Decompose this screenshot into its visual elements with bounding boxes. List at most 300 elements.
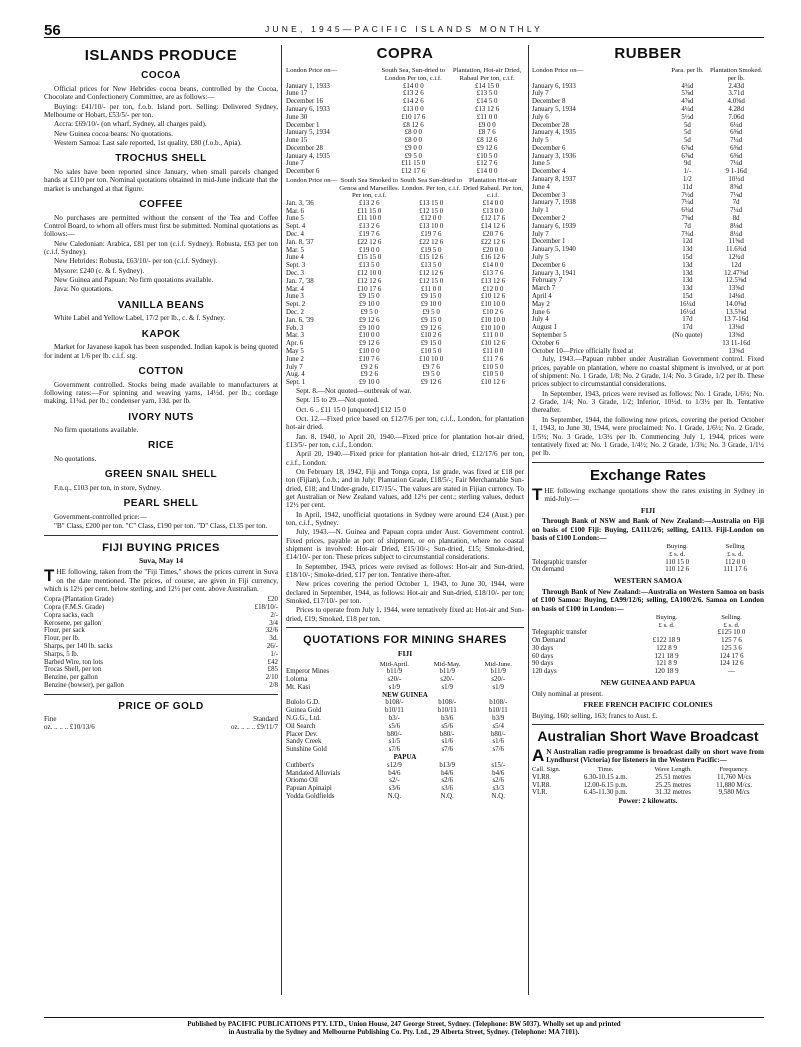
rubber-row — [532, 223, 764, 231]
copra-row — [286, 379, 524, 387]
islands-produce-title: ISLANDS PRODUCE — [84, 47, 238, 64]
broadcast-col: Time. — [597, 766, 614, 774]
rubber-row — [532, 238, 764, 246]
row-label: Sunshine Gold — [286, 746, 327, 754]
vanilla-text: White Label and Yellow Label, 17/2 per lb., c. & f. Sydney. — [54, 314, 226, 323]
rubber-table — [532, 67, 764, 355]
col-selling: Selling. — [721, 613, 742, 621]
row-label: On demand — [532, 566, 564, 574]
footer-line: in Australia by the Sydney and Melbourne Publishing Co. Pty. Ltd., 29 Alberta Street, Sydney. (Telephone: MA 7101). — [228, 1028, 580, 1037]
coffee-text: New Caledonian: Arabica, £81 per ton (c.i.f. Sydney). Robusta, £63 per ton (c.i.f. Sydney). — [44, 239, 278, 256]
row-value: s1/9 — [388, 683, 401, 691]
row-label: Telegraphic transfer — [532, 629, 588, 637]
mining-row — [286, 676, 524, 684]
mining-col: Mid-April. — [379, 660, 409, 668]
row-value: £14 12 6 — [480, 223, 506, 231]
col-unit: £ s. d. — [723, 621, 740, 629]
copra-row — [286, 145, 524, 153]
gold-heading: PRICE OF GOLD — [118, 700, 204, 712]
row-value: s7/6 — [441, 746, 453, 754]
fiji-price-row — [44, 620, 278, 628]
row-value: £14 0 0 — [482, 199, 504, 207]
row-value: £10 12 6 — [480, 379, 506, 387]
rubber-note: July, 1943.—Papuan rubber under Australian Government control. Fixed prices, payable on plantation, where no coastal shipment is involved, or at port of shipment: No. 1 Grade, 1/8; No. 2 Grade, 1/4; No. 3 Grade, 1/2 per lb. These prices subject to circumstantial considerations. — [532, 355, 764, 389]
fiji-item-price: 1/- — [270, 650, 278, 658]
copra-note: Oct. 12.—Fixed price based on £12/7/6 per ton, c.i.f., London, for plantation hot-air dried. — [286, 414, 524, 432]
rubber-row — [532, 122, 764, 130]
row-value: — — [728, 668, 735, 676]
copra-row — [286, 223, 524, 231]
row-value: 11,760 M/cs — [717, 773, 752, 781]
copra-row — [286, 278, 524, 286]
col-unit: £ s. d. — [669, 551, 686, 558]
row-value: 13 11-16d — [722, 339, 751, 347]
running-header — [44, 22, 764, 38]
fiji-intro-text: HE following, taken from the "Fiji Times," shows the prices current in Suva on the date mentioned. The prices, of course, are given in Fiji currency, which is 12½ per cent. below sterling, and 12½ per cent. above Australian. — [44, 568, 278, 593]
row-label: 120 days — [532, 668, 557, 676]
row-value: £12 17 6 — [401, 168, 426, 176]
row-value: 12.00-6.15 p.m. — [583, 781, 628, 789]
row-value: 14⅛d — [728, 293, 744, 301]
row-label: June 4 — [532, 183, 550, 191]
fiji-item-price: 2/10 — [265, 674, 278, 682]
copra-row — [286, 208, 524, 216]
row-value: s3/3 — [492, 785, 504, 793]
fiji-item-price: £18/10/- — [254, 604, 278, 612]
row-value: 11⅝d — [728, 238, 744, 246]
copra-row — [286, 137, 524, 145]
row-label: Aug. 4 — [286, 371, 305, 379]
row-value: £16 12 6 — [480, 254, 506, 262]
copra-row — [286, 106, 524, 114]
row-value: £15 15 0 — [357, 254, 382, 262]
row-label: August 1 — [532, 324, 558, 332]
row-label: On Demand — [532, 636, 566, 644]
row-value: 7d — [732, 199, 740, 207]
copra-row — [286, 332, 524, 340]
broadcast-table — [532, 766, 764, 797]
row-value: 14.0⅝d — [725, 300, 747, 308]
row-value: £22 12 6 — [419, 238, 444, 246]
column-islands-produce — [44, 45, 278, 732]
row-label: June 15 — [286, 137, 308, 145]
fiji-item-price: £20 — [267, 596, 278, 604]
row-value: £22 12 6 — [357, 238, 382, 246]
row-label: March 7 — [532, 285, 556, 293]
row-value — [667, 340, 709, 348]
row-label: Sept. 3 — [286, 262, 306, 270]
rubber-row — [532, 301, 764, 309]
fiji-price-row — [44, 643, 278, 651]
exchange-intro-text: HE following exchange quotations show the rates existing in Sydney in mid-July:— — [544, 486, 764, 504]
copra-note: In September, 1943, prices were revised as follows: Hot-air and Sun-dried, £18/10/-; Smoke-dried, £17 per ton. Tentative there-after. — [286, 562, 524, 580]
row-value: N.Q. — [491, 793, 505, 801]
row-value: 6⅝d — [730, 152, 743, 160]
fiji-item-name: Trocas Shell, per ton — [44, 666, 102, 674]
row-value: £11 15 0 — [357, 207, 382, 215]
row-value: £8 0 0 — [404, 129, 422, 137]
row-value: 5⅞d — [681, 90, 694, 98]
mining-row — [286, 762, 524, 770]
row-value: 4.0⅝d — [727, 98, 745, 106]
row-value: 13d — [682, 246, 693, 254]
row-label: VLR8. — [532, 781, 551, 789]
row-value: £9 12 6 — [358, 316, 380, 324]
row-value: £8 7 6 — [478, 129, 496, 137]
row-value: 125 7 6 — [721, 636, 742, 644]
copra-table-1 — [286, 67, 524, 176]
row-value: £14 0 0 — [476, 168, 498, 176]
row-value: £12 7 6 — [476, 160, 498, 168]
row-value: £13 12 6 — [480, 277, 506, 285]
rubber-col: Para. per lb. — [671, 67, 704, 75]
row-value: £9 15 0 — [420, 316, 442, 324]
row-label: May 2 — [532, 300, 550, 308]
fiji-item-name: Flour, per sack — [44, 627, 85, 635]
row-label: Papuan Apinaipi — [286, 785, 332, 793]
row-label: January 8, 1937 — [532, 176, 576, 184]
row-value: 11d — [682, 183, 693, 191]
copra-row — [286, 153, 524, 161]
row-label: Bulolo G.D. — [286, 699, 320, 707]
row-value: 6¾d — [681, 207, 694, 215]
fiji-item-name: Benzine (bowser), per gallon — [44, 681, 124, 689]
fiji-item-name: Barbed Wire, ton lots — [44, 658, 103, 666]
row-value: 124 12 6 — [719, 660, 744, 668]
row-value: 13⅛d — [728, 324, 744, 332]
fiji-item-name: Flour, per lb. — [44, 635, 80, 643]
row-value: £12 17 6 — [480, 215, 506, 223]
fiji-item-name: Sharps, per 140 lb. sacks — [44, 643, 113, 650]
row-label: January 6, 1933 — [532, 82, 576, 90]
row-label: Cuthbert's — [286, 761, 315, 769]
row-value: 1/2 — [683, 176, 692, 184]
page-number: 56 — [44, 22, 61, 39]
row-value: £12 12 6 — [357, 277, 382, 285]
row-label: Telegraphic transfer — [532, 558, 588, 566]
rubber-row — [532, 246, 764, 254]
rubber-row — [532, 277, 764, 285]
row-label: 30 days — [532, 644, 554, 652]
row-label: VLR. — [532, 789, 548, 797]
row-value: 125 3 6 — [721, 644, 742, 652]
row-value: 7⅝d — [681, 215, 694, 223]
copra-note: Prices to operate from July 1, 1944, were tentatively fixed at: Hot-air and Sun-dried, £19; Smoked, £18 per ton. — [286, 606, 524, 623]
fiji-price-row — [44, 596, 278, 604]
row-value: 12d — [730, 261, 742, 269]
row-label: June 6 — [532, 308, 550, 316]
rubber-row — [532, 270, 764, 278]
row-value: s5/4 — [492, 722, 504, 730]
exchange-row — [532, 660, 764, 668]
row-value: s2/6 — [492, 777, 504, 785]
row-value: b13/9 — [439, 761, 456, 769]
row-label: June 5 — [532, 160, 550, 168]
broadcast-intro-text: N Australian radio programme is broadcast daily on short wave from Lyndhurst (Victoria) for listeners in the Western Pacific:— — [546, 747, 764, 764]
row-value: 7¼d — [730, 137, 743, 145]
row-value: £13 0 0 — [402, 105, 424, 113]
row-value: £9 5 0 — [360, 308, 378, 316]
row-value — [667, 348, 709, 356]
row-value: b80/- — [490, 730, 506, 738]
row-label: July 5 — [532, 254, 549, 262]
row-value: £9 5 0 — [422, 371, 440, 379]
row-value: £13 10 0 — [419, 223, 444, 231]
row-value: £19 7 6 — [358, 230, 380, 238]
rubber-col: London Price on— — [532, 67, 584, 75]
gold-standard-price: oz. .. .. .. £9/11/7 — [231, 723, 278, 732]
broadcast-col: Wave Length. — [654, 766, 692, 774]
row-value: b108/- — [438, 699, 457, 707]
drop-cap-t: T — [532, 484, 543, 504]
exchange-row — [532, 668, 764, 676]
exchange-fr-text: Buying, 160; selling, 163; francs to Aust. £. — [532, 711, 658, 720]
trochus-heading: TROCHUS SHELL — [115, 153, 207, 165]
row-value: 11.6¾d — [725, 246, 747, 254]
row-value: 110 15 0 — [665, 558, 690, 566]
row-label: July 1 — [532, 207, 549, 215]
rubber-col: Plantation Smoked. per lb. — [709, 67, 763, 82]
rubber-row — [532, 106, 764, 114]
row-value: 9d — [683, 160, 691, 168]
row-value: £9 0 0 — [478, 121, 496, 129]
rubber-row — [532, 332, 764, 340]
row-value: £19 5 0 — [420, 246, 442, 254]
mining-row — [286, 777, 524, 785]
row-label: December 1 — [286, 121, 320, 129]
row-value: £10 2 6 — [482, 308, 504, 316]
row-value: £10 10 0 — [480, 301, 506, 309]
fiji-price-row — [44, 682, 278, 690]
row-value: 13d — [682, 277, 693, 285]
copra-table-2 — [286, 177, 524, 387]
mining-row — [286, 723, 524, 731]
row-value: b4/6 — [388, 769, 401, 777]
fiji-price-row — [44, 674, 278, 682]
vanilla-heading: VANILLA BEANS — [117, 299, 205, 311]
rubber-row — [532, 199, 764, 207]
row-value: 8⅛d — [730, 222, 743, 230]
row-label: June 2 — [286, 355, 304, 363]
row-label: April 4 — [532, 293, 552, 301]
fiji-item-price: 2/- — [270, 611, 278, 619]
row-value: b3/9 — [492, 715, 505, 723]
row-value: £10 12 6 — [480, 340, 506, 348]
row-value: 31.32 metres — [655, 789, 691, 797]
fiji-price-row — [44, 651, 278, 659]
row-value: s7/6 — [492, 746, 504, 754]
row-value: 13.5⅝d — [725, 308, 747, 316]
copra-row — [286, 301, 524, 309]
row-value: £9 15 0 — [420, 340, 442, 348]
pearl-text: Government-controlled price:— — [54, 512, 147, 521]
row-label: January 3, 1936 — [532, 152, 576, 160]
column-copra — [286, 45, 524, 801]
copra-row — [286, 356, 524, 364]
row-value: 112 0 0 — [724, 558, 746, 566]
row-value: b4/6 — [492, 769, 505, 777]
copra-row — [286, 200, 524, 208]
row-value: £10 7 6 — [358, 355, 380, 363]
row-label: Placer Dev. — [286, 730, 318, 738]
copra-row — [286, 317, 524, 325]
gold-fine-price: oz. .. .. .. £10/13/6 — [44, 723, 95, 732]
row-value: £10 5 0 — [482, 371, 504, 379]
row-value: £10 5 0 — [482, 363, 504, 371]
exchange-row — [532, 629, 764, 637]
row-value: £9 10 0 — [358, 379, 380, 387]
snail-text: F.n.q., £103 per ton, in store, Sydney. — [54, 484, 162, 493]
mining-col: Mid-June. — [484, 660, 512, 668]
row-value: 11,880 M/cs. — [716, 781, 753, 789]
row-value: £8 12 6 — [402, 121, 424, 129]
row-value: s1/9 — [492, 683, 504, 691]
rubber-row — [532, 285, 764, 293]
row-value: 5d — [683, 129, 691, 137]
row-value: £12 0 0 — [482, 285, 504, 293]
copra-row — [286, 83, 524, 91]
exchange-row — [532, 559, 764, 567]
row-value: s20/- — [387, 676, 402, 684]
row-value: 7¼d — [730, 207, 743, 215]
row-value: 5d — [683, 137, 691, 145]
fiji-item-price: 3/4 — [269, 619, 278, 627]
col-selling: Selling — [725, 543, 745, 551]
row-value: b80/- — [387, 730, 402, 738]
copra-row — [286, 270, 524, 278]
copra-row — [286, 371, 524, 379]
mining-papua-label: PAPUA — [393, 754, 417, 762]
coffee-text: Java: No quotations. — [54, 285, 113, 294]
rubber-row — [532, 316, 764, 324]
exchange-ws-table — [532, 614, 764, 676]
row-value: £122 18 9 — [652, 636, 681, 644]
rubber-row — [532, 153, 764, 161]
rubber-row — [532, 324, 764, 332]
row-value: 121 18 9 — [654, 652, 679, 660]
row-value: £13 2 6 — [358, 223, 380, 231]
coffee-text: Mysore: £240 (c. & f. Sydney). — [54, 266, 145, 275]
row-label: Mar. 5 — [286, 246, 304, 254]
rubber-note: In September, 1944, the following new prices, covering the period October 1, 1943, to June 30, 1944, were proclaimed: No. 1 Grade, 1/6½; No. 2 Grade, 1/5½; No. 3 Grade, 1/3½ per lb. Commencing July 1, 1944, prices were tentatively fixed at: No. 1 Grade, 1/4½; No. 2 Grade, 1/3¾; No. 3 Grade, 1/1½ per lb. — [532, 415, 764, 458]
fiji-item-price: 2/8 — [269, 681, 278, 689]
mining-row — [286, 699, 524, 707]
col-buying: Buying. — [655, 613, 678, 621]
row-value: 16½d — [679, 308, 696, 316]
copra-row — [286, 122, 524, 130]
row-label: December 6 — [532, 144, 566, 152]
row-label: December 6 — [532, 261, 566, 269]
copra-t2-col: South Sea Smoked to Genoa and Marseilles. Per ton, c.i.f. — [339, 177, 400, 200]
row-value: 6¼d — [730, 121, 743, 129]
copra-t1-col: Plantation, Hot-air Dried, Rabaul Per ton, c.i.f. — [452, 67, 522, 82]
row-value: 13⅝d — [728, 347, 744, 355]
row-value: £11 0 0 — [482, 332, 504, 340]
row-value: 10½d — [728, 176, 744, 184]
row-value: £11 10 0 — [357, 215, 382, 223]
row-value: £9 12 6 — [358, 340, 380, 348]
fiji-item-name: Copra (Plantation Grade) — [44, 596, 114, 604]
row-value: £14 0 0 — [482, 262, 504, 270]
fiji-item-name: Copra (F.M.S. Grade) — [44, 604, 105, 612]
copra-note: April 20, 1940.—Fixed price for plantation hot-air dried, £12/17/6 per ton, c.i.f., London. — [286, 450, 524, 467]
row-value: £10 2 6 — [420, 332, 442, 340]
row-value: s2/6 — [441, 777, 453, 785]
row-label: Emperor Mines — [286, 668, 330, 676]
row-label: December 8 — [532, 98, 566, 106]
row-value: 17d — [682, 324, 693, 332]
row-value: £11 15 0 — [401, 160, 426, 168]
row-value: £9 7 6 — [422, 363, 440, 371]
row-value: b3/6 — [441, 715, 454, 723]
row-label: Mt. Kasi — [286, 683, 311, 691]
row-label: June 30 — [286, 113, 308, 121]
row-value: 5d — [683, 121, 691, 129]
row-value: 13⅝d — [728, 285, 744, 293]
exchange-fr-label: FREE FRENCH PACIFIC COLONIES — [583, 700, 713, 710]
exchange-fiji-table — [532, 543, 764, 574]
row-label: January 6, 1933 — [286, 105, 330, 113]
row-value: £9 2 6 — [360, 371, 378, 379]
rubber-row — [532, 145, 764, 153]
row-value: £9 12 6 — [476, 144, 498, 152]
row-label: Sept. 2 — [286, 301, 306, 309]
row-label: September 5 — [532, 332, 567, 340]
row-label: June 17 — [286, 90, 308, 98]
row-value: £20 0 0 — [482, 246, 504, 254]
fiji-item-name: Sharps, 5 lb. — [44, 650, 79, 658]
row-value: £22 12 6 — [480, 238, 506, 246]
row-value: £13 5 0 — [420, 262, 442, 270]
row-value: 6.30-10.15 a.m. — [583, 773, 628, 781]
rubber-row — [532, 192, 764, 200]
row-value: £14 2 6 — [402, 98, 424, 106]
rubber-row — [532, 83, 764, 91]
exchange-fiji-text: Through Bank of NSW and Bank of New Zealand:—Australia on Fiji on basis of £100 Fiji: Buying, £A111/2/6; selling, £A113. Fiji-London on basis of £100 London:— — [532, 517, 764, 543]
row-label: December 28 — [532, 121, 569, 129]
exchange-row — [532, 653, 764, 661]
row-value: £11 0 0 — [420, 285, 442, 293]
row-label: January 4, 1935 — [286, 152, 330, 160]
broadcast-power: Power: 2 kilowatts. — [618, 797, 678, 806]
row-label: Sept. 1 — [286, 379, 306, 387]
row-value: s12/9 — [386, 761, 402, 769]
divider — [532, 724, 764, 725]
mining-row — [286, 785, 524, 793]
row-label: July 5 — [532, 137, 549, 145]
exchange-ng-text: Only nominal at present. — [532, 689, 604, 698]
row-label: January 1, 1933 — [286, 82, 330, 90]
row-value: b10/11 — [384, 707, 404, 715]
column-rule-2 — [528, 45, 529, 995]
row-label: January 4, 1935 — [532, 129, 576, 137]
mining-col: Mid-May. — [433, 660, 461, 668]
fiji-item-price: £85 — [267, 666, 278, 674]
row-value: N.Q. — [387, 793, 402, 801]
row-value: 7⅛d — [730, 191, 743, 199]
row-value: £10 10 0 — [480, 316, 506, 324]
row-value: £9 5 0 — [422, 308, 440, 316]
row-label: May 5 — [286, 347, 304, 355]
row-value: 120 18 9 — [654, 668, 679, 676]
row-value: (No quote) — [672, 332, 703, 340]
cotton-text: Government controlled. Stocks being made available to manufacturers at following rates:—For spinning and weaving yarns, 14½d. per lb.; cordage making, 11¾d. per lb.; condenser yarn, 13d. per lb. — [44, 380, 278, 406]
copra-row — [286, 231, 524, 239]
row-label: January 5, 1934 — [286, 129, 330, 137]
row-label: July 7 — [532, 90, 549, 98]
gold-prices — [44, 723, 278, 731]
row-value: £8 0 0 — [404, 137, 422, 145]
